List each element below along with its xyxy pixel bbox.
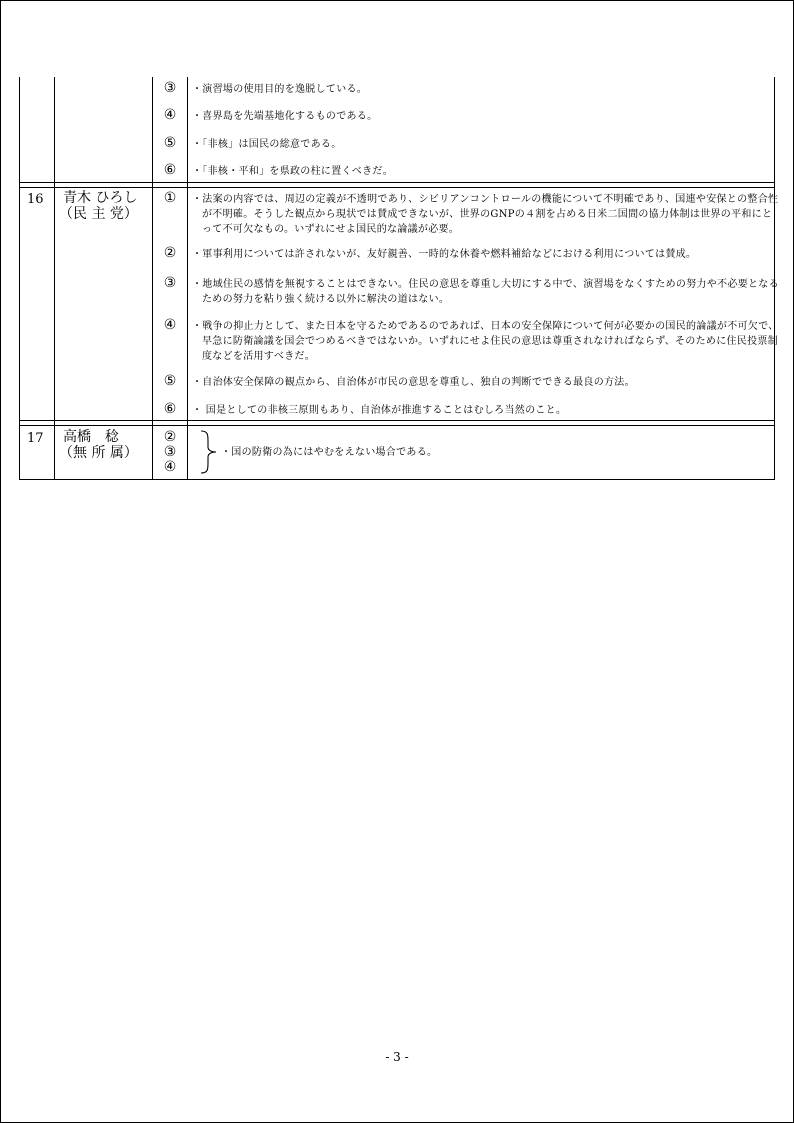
opinion-table xyxy=(19,77,779,480)
answer-text: ・戦争の抑止力として、また日本を守るためであるのであれば、日本の安全保障について何が必要かの国民的論議が不可欠で、早急に防衛論議を国会でつめるべきではないか。いずれにせよ住民の意思は尊重されなければならず、そのために住民投票制度などを活用すべきだ。 xyxy=(192,321,779,362)
member-party: （無 所 属） xyxy=(59,445,138,461)
question-number: ② xyxy=(163,429,177,445)
answer-text: ・演習場の使用目的を逸脱している。 xyxy=(192,84,368,95)
member-party: （民 主 党） xyxy=(59,206,138,222)
answer-text: ・国の防衛の為にはやむをえない場合である。 xyxy=(221,447,438,458)
question-number: ① xyxy=(163,190,177,206)
answer-text: ・ 国是としての非核三原則もあり、自治体が推進することはむしろ当然のこと。 xyxy=(192,405,567,416)
question-number: ④ xyxy=(163,317,177,333)
question-number: ③ xyxy=(163,444,177,460)
member-name: 青木 ひろし xyxy=(63,190,138,206)
row-separator-double xyxy=(19,420,775,426)
table-bottom-border xyxy=(19,479,775,480)
question-number: ③ xyxy=(163,80,177,96)
curly-brace-icon xyxy=(199,429,221,475)
row-number: 16 xyxy=(27,192,44,207)
answer-text: ・軍事利用については許されないが、友好親善、一時的な休養や燃料補給などにおける利用については賛成。 xyxy=(192,249,697,260)
question-number: ⑤ xyxy=(163,135,177,151)
question-number: ③ xyxy=(163,275,177,291)
answer-text: ・地域住民の感情を無視することはできない。住民の意思を尊重し大切にする中で、演習場をなくすための努力や不必要となるための努力を粘り強く続ける以外に解決の道はない。 xyxy=(192,279,779,305)
question-number: ⑤ xyxy=(163,373,177,389)
answer-text: ・「非核」は国民の総意である。 xyxy=(192,139,342,150)
question-number: ⑥ xyxy=(163,162,177,178)
member-name: 高橋 稔 xyxy=(63,429,119,445)
row-number: 17 xyxy=(27,431,44,446)
question-number: ④ xyxy=(163,107,177,123)
answer-text: ・法案の内容では、周辺の定義が不透明であり、シビリアンコントロールの機能について不明確であり、国連や安保との整合性が不明確。そうした観点から現状では賛成できないが、世界のGNPの４割を占める日米二国間の協力体制は世界の平和にとって不可欠なもの。いずれにせよ国民的な論議が必要。 xyxy=(192,194,779,235)
question-number: ④ xyxy=(163,459,177,475)
question-number: ⑥ xyxy=(163,401,177,417)
answer-text: ・「非核・平和」を県政の柱に置くべきだ。 xyxy=(192,166,393,177)
row-separator-double xyxy=(19,182,775,188)
answer-text: ・喜界島を先端基地化するものである。 xyxy=(192,111,378,122)
answer-text: ・自治体安全保障の観点から、自治体が市民の意思を尊重し、独自の判断でできる最良の方法。 xyxy=(192,377,635,388)
page-number: - 3 - xyxy=(385,1050,409,1064)
question-number: ② xyxy=(163,245,177,261)
